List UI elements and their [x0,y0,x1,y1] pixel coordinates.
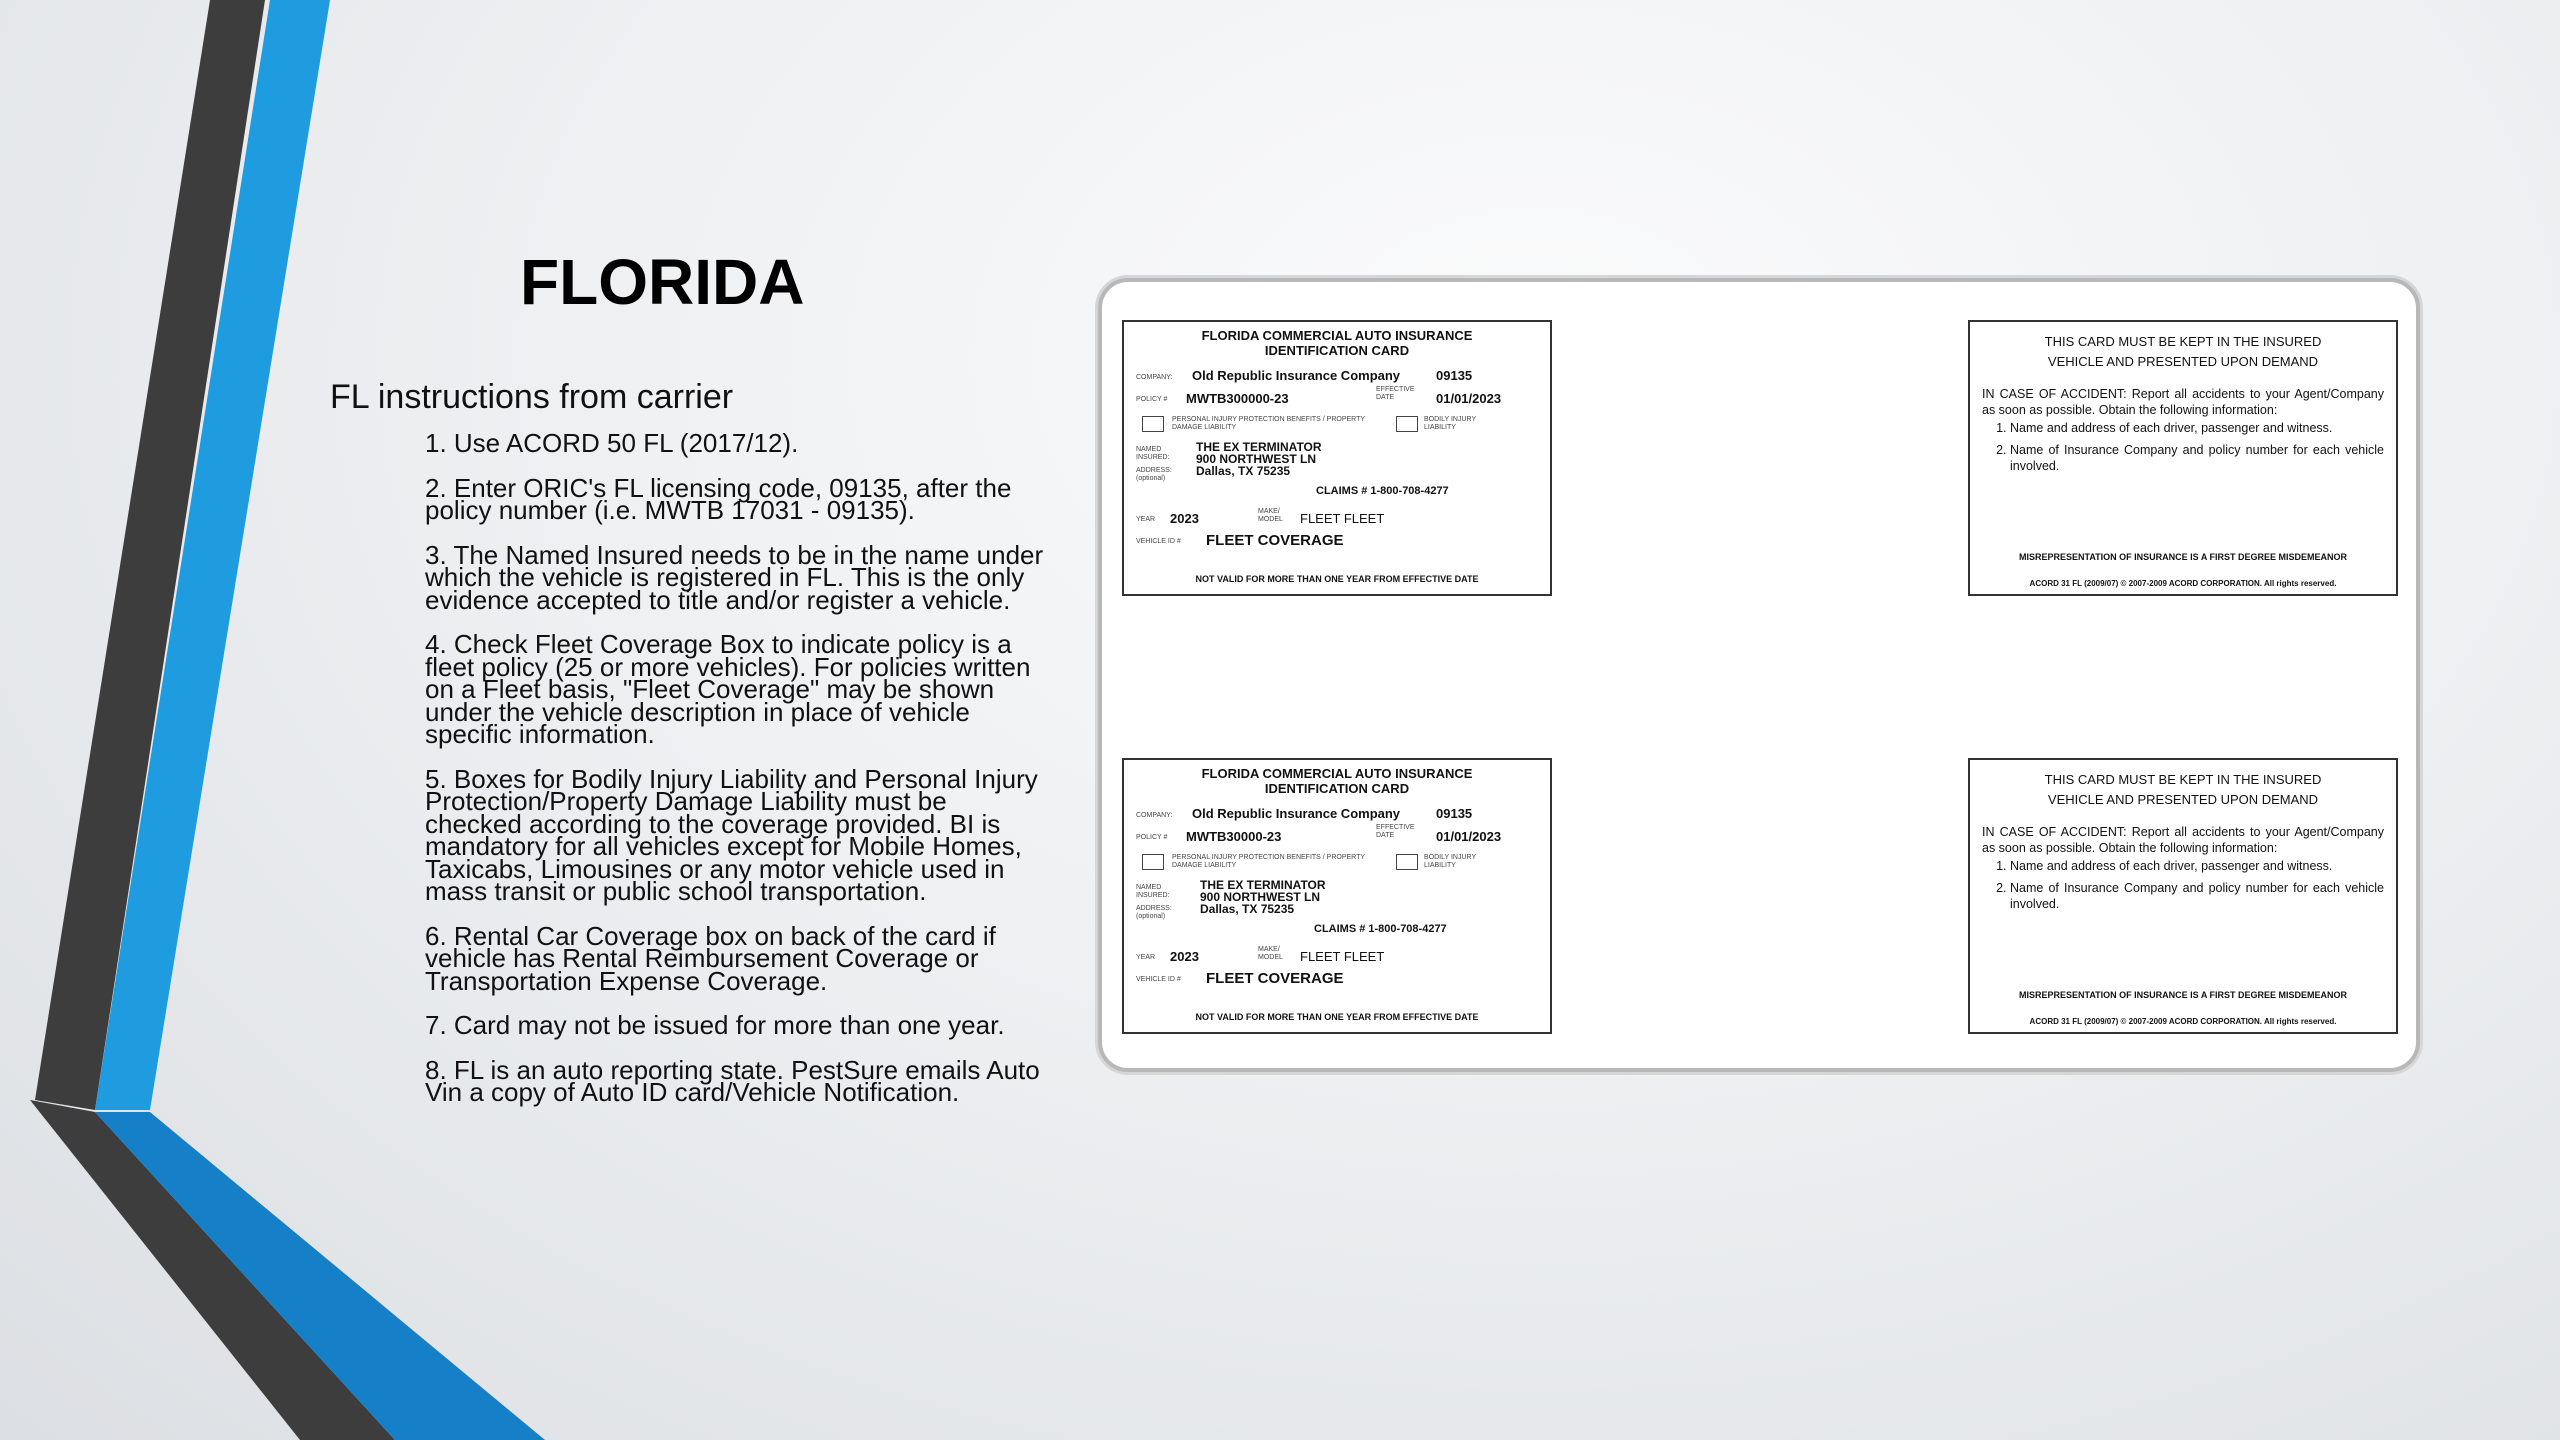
make-model: FLEET FLEET [1300,949,1385,964]
effective-label: EFFECTIVE DATE [1376,824,1415,839]
year-label: YEAR [1136,954,1156,961]
insured-street: 900 NORTHWEST LN [1200,890,1321,904]
slide-title: FLORIDA [520,246,805,318]
card-back-heading: THIS CARD MUST BE KEPT IN THE INSURED VEHICLE AND PRESENTED UPON DEMAND [2044,772,2322,807]
pip-label: PERSONAL INJURY PROTECTION BENEFITS / PROPERTY DAMAGE LIABILITY [1172,416,1365,431]
company-value: Old Republic Insurance Company [1192,368,1401,383]
instruction-item: 2. Enter ORIC's FL licensing code, 09135, after the policy number (i.e. MWTB 17031 - 09135). [425,472,1012,525]
card-title: FLORIDA COMMERCIAL AUTO INSURANCE IDENTIFICATION CARD [1201,766,1473,796]
instruction-item: 5. Boxes for Bodily Injury Liability and Personal Injury Protection/Property Damage Liability must be checked according to the coverage provided. BI is mandatory for all vehicles except for Mobile Homes, Taxicabs, Limousines or any motor vehicle used in mass transit or public school transportation. [425,763,1038,906]
company-value: Old Republic Insurance Company [1192,806,1401,821]
claims-phone: CLAIMS # 1-800-708-4277 [1314,923,1447,935]
pip-checkbox [1142,416,1164,432]
instruction-list [425,428,1045,1126]
instruction-item: 8. FL is an auto reporting state. PestSure emails Auto Vin a copy of Auto ID card/Vehicle Notification. [425,1054,1040,1107]
instruction-item: 4. Check Fleet Coverage Box to indicate policy is a fleet policy (25 or more vehicles). For policies written on a Fleet basis, "Fleet Coverage" may be shown under the vehicle description in place of vehicle specific information. [425,629,1031,749]
accident-step: 2. Name of Insurance Company and policy number for each vehicle involved. [2010,880,2384,912]
make-model: FLEET FLEET [1300,511,1385,526]
id-card-back [1968,758,2398,1034]
acord-copyright: ACORD 31 FL (2009/07) © 2007-2009 ACORD CORPORATION. All rights reserved. [2029,579,2337,588]
make-model-label: MAKE/ MODEL [1258,946,1283,961]
company-code: 09135 [1436,806,1473,821]
vehicle-year: 2023 [1170,949,1199,964]
id-card-sample-image [1098,278,2420,1072]
id-card-front [1122,320,1552,596]
instruction-item: 6. Rental Car Coverage box on back of the card if vehicle has Rental Reimbursement Coverage or Transportation Expense Coverage. [425,920,996,996]
instruction-item: 3. The Named Insured needs to be in the name under which the vehicle is registered in FL. This is the only evidence accepted to title and/or register a vehicle. [425,539,1044,615]
instruction-item: 7. Card may not be issued for more than one year. [425,1010,1005,1040]
company-label: COMPANY: [1136,374,1173,381]
vehicle-year: 2023 [1170,511,1199,526]
company-label: COMPANY: [1136,812,1173,819]
card-title: FLORIDA COMMERCIAL AUTO INSURANCE IDENTIFICATION CARD [1201,328,1473,358]
accident-step: 1. Name and address of each driver, passenger and witness. [2010,858,2384,874]
misrepresentation-warning: MISREPRESENTATION OF INSURANCE IS A FIRST DEGREE MISDEMEANOR [2018,552,2348,562]
effective-date: 01/01/2023 [1436,391,1502,406]
claims-phone: CLAIMS # 1-800-708-4277 [1316,485,1449,497]
accident-step: 1. Name and address of each driver, passenger and witness. [2010,420,2384,436]
instruction-item: 1. Use ACORD 50 FL (2017/12). [425,428,799,458]
acord-copyright: ACORD 31 FL (2009/07) © 2007-2009 ACORD CORPORATION. All rights reserved. [2029,1017,2337,1026]
vehicle-id-label: VEHICLE ID # [1136,976,1181,983]
card-footer: NOT VALID FOR MORE THAN ONE YEAR FROM EFFECTIVE DATE [1195,1012,1479,1022]
card-footer: NOT VALID FOR MORE THAN ONE YEAR FROM EFFECTIVE DATE [1195,574,1479,584]
named-insured-label: NAMED INSURED: [1136,446,1170,461]
bi-checkbox [1396,854,1418,870]
vehicle-id: FLEET COVERAGE [1206,970,1344,987]
id-card-back [1968,320,2398,596]
effective-label: EFFECTIVE DATE [1376,386,1415,401]
address-label: ADDRESS: (optional) [1136,905,1172,920]
policy-label: POLICY # [1136,396,1168,403]
bi-checkbox [1396,416,1418,432]
policy-label: POLICY # [1136,834,1168,841]
insured-city: Dallas, TX 75235 [1200,902,1295,916]
named-insured-label: NAMED INSURED: [1136,884,1170,899]
year-label: YEAR [1136,516,1156,523]
address-label: ADDRESS: (optional) [1136,467,1172,482]
slide-subtitle: FL instructions from carrier [330,378,734,416]
company-code: 09135 [1436,368,1473,383]
bi-label: BODILY INJURY LIABILITY [1424,416,1477,431]
insured-street: 900 NORTHWEST LN [1196,452,1317,466]
named-insured: THE EX TERMINATOR [1200,878,1326,892]
accident-instructions: IN CASE OF ACCIDENT: Report all accidents to your Agent/Company as soon as possible. Obtain the following information: 1. Name and address of each driver, passenger and witness. 2. Name of Insurance Company and policy number for each vehicle involved. [1982,824,2384,918]
card-back-heading: THIS CARD MUST BE KEPT IN THE INSURED VEHICLE AND PRESENTED UPON DEMAND [2044,334,2322,369]
bi-label: BODILY INJURY LIABILITY [1424,854,1477,869]
named-insured: THE EX TERMINATOR [1196,440,1322,454]
effective-date: 01/01/2023 [1436,829,1502,844]
accident-step: 2. Name of Insurance Company and policy number for each vehicle involved. [2010,442,2384,474]
pip-checkbox [1142,854,1164,870]
vehicle-id-label: VEHICLE ID # [1136,538,1181,545]
vehicle-id: FLEET COVERAGE [1206,532,1344,549]
make-model-label: MAKE/ MODEL [1258,508,1283,523]
misrepresentation-warning: MISREPRESENTATION OF INSURANCE IS A FIRST DEGREE MISDEMEANOR [2018,990,2348,1000]
insured-city: Dallas, TX 75235 [1196,464,1291,478]
id-card-front [1122,758,1552,1034]
policy-number: MWTB300000-23 [1186,391,1289,406]
pip-label: PERSONAL INJURY PROTECTION BENEFITS / PROPERTY DAMAGE LIABILITY [1172,854,1365,869]
policy-number: MWTB30000-23 [1186,829,1282,844]
accident-instructions: IN CASE OF ACCIDENT: Report all accidents to your Agent/Company as soon as possible. Obtain the following information: 1. Name and address of each driver, passenger and witness. 2. Name of Insurance Company and policy number for each vehicle involved. [1982,386,2384,480]
